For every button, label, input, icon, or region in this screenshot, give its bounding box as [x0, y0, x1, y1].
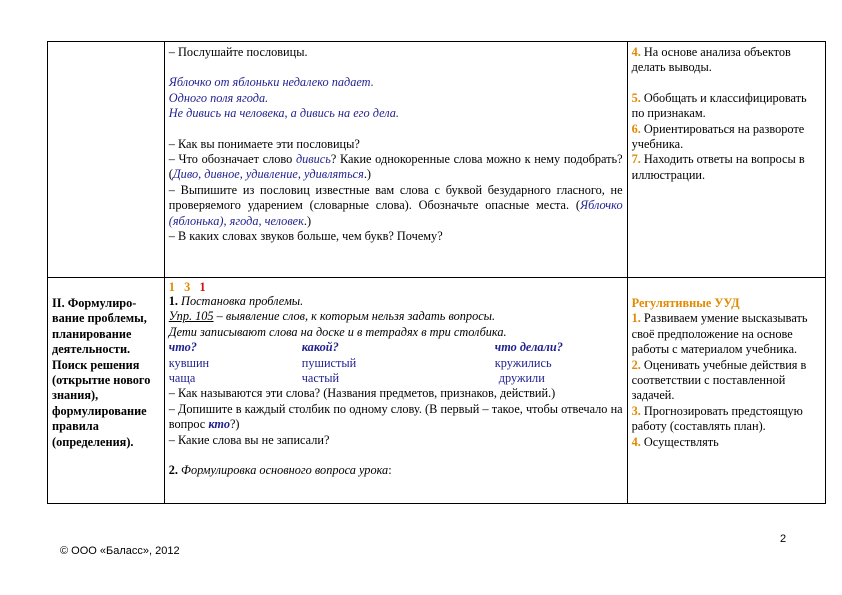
table-row [48, 42, 826, 278]
activity-cell [164, 278, 627, 504]
question: – Как вы понимаете эти пословицы? [168, 136, 360, 151]
exercise-ref: Упр. 105 [168, 309, 214, 324]
uud-cell [627, 278, 825, 504]
uud-item: 4. На основе анализа объектов делать выводы. [631, 45, 791, 75]
copyright-footer: © ООО «Баласс», 2012 [60, 545, 180, 557]
question: – Какие слова вы не записали? [168, 432, 330, 447]
word-cell: дружили [498, 371, 545, 386]
uud-item: 1. Развиваем умение высказывать своё предположение на основе работы с материалом учебника. [631, 311, 808, 357]
word-cell: кувшин [168, 355, 210, 370]
column-header: что делали? [494, 340, 563, 355]
word-columns [169, 340, 623, 386]
page-number: 2 [780, 533, 787, 545]
column-header: какой? [301, 340, 339, 355]
highlight-word: кто [208, 417, 230, 432]
section-heading: 1. Постановка проблемы. [168, 294, 304, 308]
answer-text: Яблочко (яблонька), ягода, человек [168, 198, 623, 228]
activity-cell [164, 42, 627, 278]
exercise-line: Дети записывают слова на доске и в тетрадях в три столбика. [168, 324, 507, 339]
proverb: Не дивись на человека, а дивись на его дела. [168, 106, 399, 121]
uud-item: 2. Оценивать учебные действия в соответствии с поставленной задачей. [631, 357, 807, 403]
word-cell: чаща [168, 371, 196, 386]
question: – Допишите в каждый столбик по одному слову. (В первый – такое, чтобы отвечало на вопрос кто?) [168, 401, 623, 432]
word-cell: частый [301, 371, 340, 386]
assessment-marks: 1 3 1 [168, 280, 206, 294]
proverb: Одного поля ягода. [168, 90, 269, 105]
question: – Как называются эти слова? (Названия предметов, признаков, действий.) [168, 386, 556, 401]
question: – Выпишите из пословиц известные вам слова с буквой безударного гласного, не проверяемого ударением (словарные слова). Обозначьте опасные места. (Яблочко (яблонька), ягода, человек.) [168, 182, 623, 228]
uud-item: 5. Обобщать и классифицировать по признакам. [631, 90, 807, 121]
answer-text: Диво, дивное, удивление, удивляться [172, 167, 364, 182]
column-header: что? [168, 340, 197, 355]
word-cell: пушистый [301, 355, 357, 370]
uud-item: 4. Осуществлять [631, 434, 719, 449]
intro-text: – Послушайте пословицы. [168, 45, 308, 59]
uud-cell [627, 42, 825, 278]
question: – Что обозначает слово дивись? Какие однокоренные слова можно к нему подобрать? (Диво, дивное, удивление, удивляться.) [168, 152, 623, 182]
stage-cell [48, 278, 165, 504]
table-row [48, 278, 826, 504]
uud-item: 7. Находить ответы на вопросы в иллюстрации. [631, 152, 805, 182]
lesson-table [47, 41, 826, 504]
uud-item: 6. Ориентироваться на развороте учебника. [631, 121, 805, 152]
stage-cell-empty [48, 42, 165, 278]
word-cell: кружились [494, 355, 552, 370]
uud-title: Регулятивные УУД [631, 296, 740, 310]
exercise-line: Упр. 105 – выявление слов, к которым нельзя задать вопросы. [168, 309, 496, 324]
highlight-word: дивись [295, 152, 331, 167]
proverb: Яблочко от яблоньки недалеко падает. [168, 75, 374, 90]
stage-title: II. Формулиро-вание проблемы, планирование деятельности. Поиск решения (открытие нового знания), формулирование правила (определения). [52, 296, 151, 449]
question: – В каких словах звуков больше, чем букв? Почему? [168, 229, 443, 244]
section-heading: 2. Формулировка основного вопроса урока: [168, 463, 392, 478]
uud-item: 3. Прогнозировать предстоящую работу (составлять план). [631, 403, 803, 434]
